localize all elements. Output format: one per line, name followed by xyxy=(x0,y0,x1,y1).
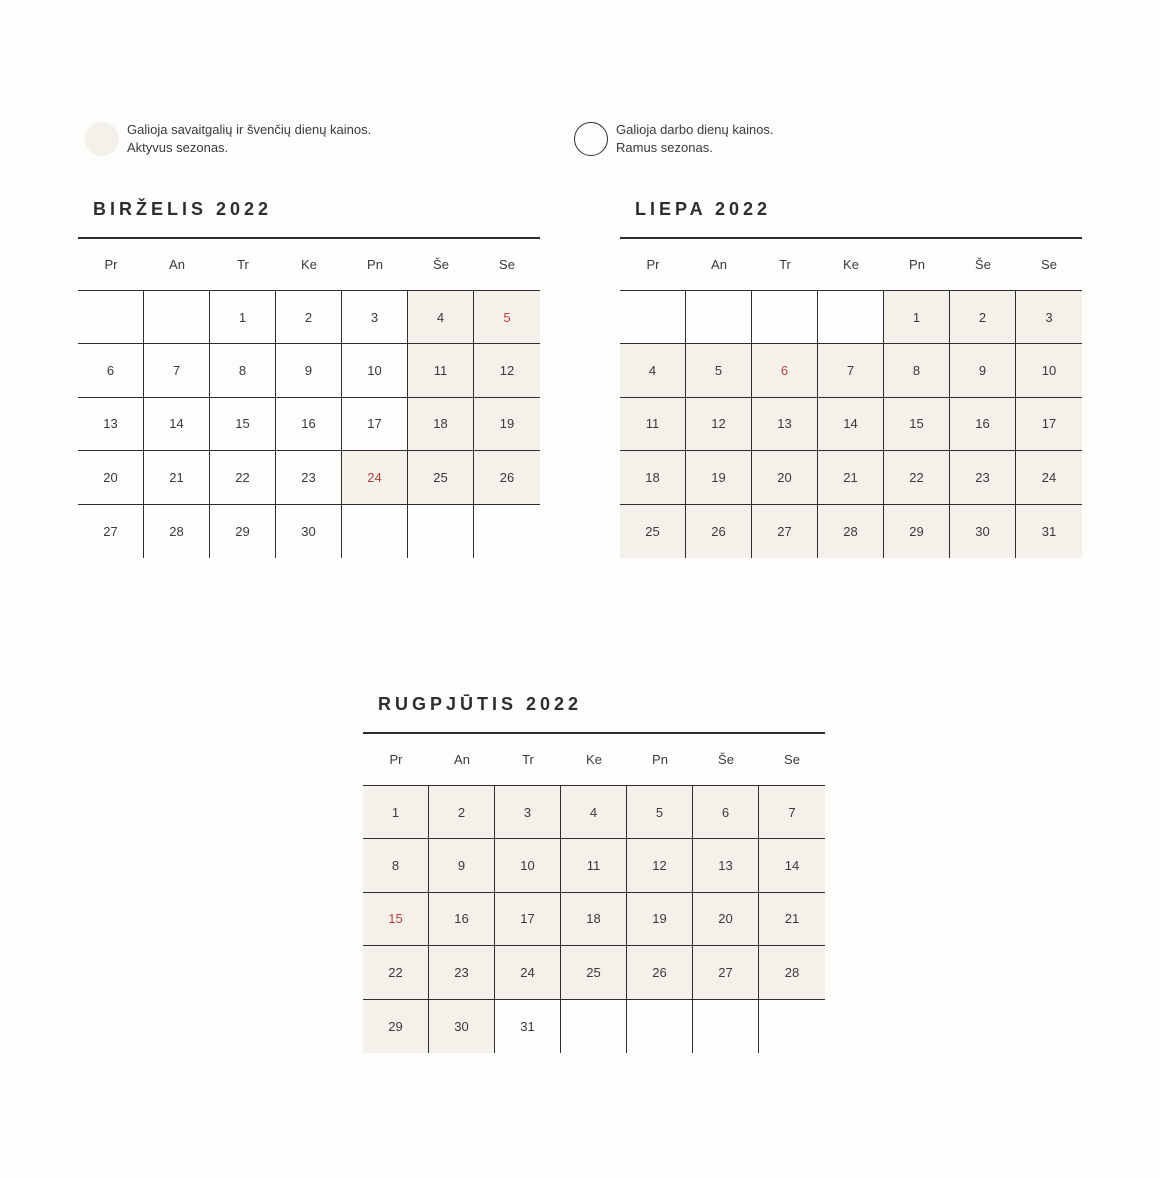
day-cell[interactable]: 12 xyxy=(627,839,693,892)
empty-cell xyxy=(752,291,818,344)
day-grid xyxy=(78,290,540,558)
day-cell[interactable]: 7 xyxy=(144,344,210,397)
day-cell[interactable]: 19 xyxy=(627,893,693,946)
day-cell[interactable]: 21 xyxy=(759,893,825,946)
empty-cell xyxy=(686,291,752,344)
weekday-label: An xyxy=(711,257,727,272)
day-cell[interactable]: 4 xyxy=(408,291,474,344)
day-cell[interactable]: 2 xyxy=(276,291,342,344)
shaded-circle-icon xyxy=(85,122,119,156)
day-cell[interactable]: 6 xyxy=(78,344,144,397)
day-cell[interactable]: 18 xyxy=(620,451,686,504)
day-cell[interactable]: 25 xyxy=(561,946,627,999)
weekday-label: Pr xyxy=(389,752,403,767)
day-cell[interactable]: 16 xyxy=(276,398,342,451)
day-cell[interactable]: 20 xyxy=(78,451,144,504)
weekday-label: An xyxy=(169,257,185,272)
day-cell[interactable]: 12 xyxy=(474,344,540,397)
weekday-label: Pr xyxy=(646,257,660,272)
day-cell[interactable]: 10 xyxy=(342,344,408,397)
weekday-label: Pn xyxy=(652,752,668,767)
calendar-title: BIRŽELIS 2022 xyxy=(93,199,273,219)
empty-cell xyxy=(627,1000,693,1053)
day-cell[interactable]: 23 xyxy=(950,451,1016,504)
empty-cell xyxy=(759,1000,825,1053)
day-cell[interactable]: 16 xyxy=(950,398,1016,451)
day-cell[interactable]: 5 xyxy=(474,291,540,344)
weekday-label: Še xyxy=(718,752,734,767)
day-cell[interactable]: 10 xyxy=(1016,344,1082,397)
weekday-label: Pn xyxy=(367,257,383,272)
day-cell[interactable]: 21 xyxy=(818,451,884,504)
day-cell[interactable]: 2 xyxy=(950,291,1016,344)
weekday-label: Ke xyxy=(586,752,602,767)
weekday-header xyxy=(363,734,825,785)
weekday-header xyxy=(620,239,1082,290)
day-grid xyxy=(620,290,1082,558)
day-cell[interactable]: 12 xyxy=(686,398,752,451)
day-cell[interactable]: 1 xyxy=(210,291,276,344)
weekday-label: Se xyxy=(1041,257,1057,272)
day-cell[interactable]: 25 xyxy=(408,451,474,504)
day-cell[interactable]: 22 xyxy=(884,451,950,504)
day-cell[interactable]: 28 xyxy=(818,505,884,558)
day-cell[interactable]: 26 xyxy=(627,946,693,999)
weekday-label: Ke xyxy=(843,257,859,272)
day-cell[interactable]: 16 xyxy=(429,893,495,946)
day-cell[interactable]: 27 xyxy=(752,505,818,558)
day-cell[interactable]: 4 xyxy=(620,344,686,397)
day-cell[interactable]: 24 xyxy=(495,946,561,999)
legend-text xyxy=(616,121,774,157)
day-cell[interactable]: 17 xyxy=(342,398,408,451)
empty-cell xyxy=(144,291,210,344)
empty-cell xyxy=(78,291,144,344)
weekday-label: Še xyxy=(975,257,991,272)
day-cell[interactable]: 4 xyxy=(561,786,627,839)
day-cell[interactable]: 31 xyxy=(495,1000,561,1053)
day-cell[interactable]: 23 xyxy=(429,946,495,999)
day-cell[interactable]: 11 xyxy=(408,344,474,397)
legend-line-2: Ramus sezonas. xyxy=(616,140,713,155)
day-cell[interactable]: 3 xyxy=(495,786,561,839)
day-cell[interactable]: 8 xyxy=(210,344,276,397)
day-cell[interactable]: 2 xyxy=(429,786,495,839)
day-cell[interactable]: 20 xyxy=(693,893,759,946)
empty-cell xyxy=(408,505,474,558)
empty-cell xyxy=(693,1000,759,1053)
day-cell[interactable]: 18 xyxy=(408,398,474,451)
day-cell[interactable]: 11 xyxy=(561,839,627,892)
day-cell[interactable]: 30 xyxy=(950,505,1016,558)
day-cell[interactable]: 19 xyxy=(474,398,540,451)
weekday-label: Se xyxy=(499,257,515,272)
day-cell[interactable]: 17 xyxy=(1016,398,1082,451)
weekday-label: Tr xyxy=(237,257,249,272)
weekday-label: Pr xyxy=(104,257,118,272)
day-cell[interactable]: 13 xyxy=(78,398,144,451)
legend-line-2: Aktyvus sezonas. xyxy=(127,140,229,155)
empty-cell xyxy=(474,505,540,558)
day-cell[interactable]: 1 xyxy=(884,291,950,344)
day-cell[interactable]: 7 xyxy=(818,344,884,397)
day-cell[interactable]: 29 xyxy=(884,505,950,558)
day-grid xyxy=(363,785,825,1053)
calendar-title: RUGPJŪTIS 2022 xyxy=(378,694,583,714)
legend-line-1: Galioja savaitgalių ir švenčių dienų kainos. xyxy=(127,122,372,137)
day-cell[interactable]: 8 xyxy=(884,344,950,397)
day-cell[interactable]: 22 xyxy=(363,946,429,999)
day-cell[interactable]: 14 xyxy=(144,398,210,451)
empty-cell xyxy=(818,291,884,344)
weekday-label: Tr xyxy=(779,257,791,272)
day-cell[interactable]: 24 xyxy=(1016,451,1082,504)
day-cell[interactable]: 14 xyxy=(818,398,884,451)
day-cell[interactable]: 18 xyxy=(561,893,627,946)
day-cell[interactable]: 29 xyxy=(363,1000,429,1053)
day-cell[interactable]: 6 xyxy=(752,344,818,397)
legend-line-1: Galioja darbo dienų kainos. xyxy=(616,122,774,137)
day-cell[interactable]: 15 xyxy=(210,398,276,451)
weekday-label: Pn xyxy=(909,257,925,272)
day-cell[interactable]: 8 xyxy=(363,839,429,892)
legend-active-season xyxy=(85,121,371,157)
day-cell[interactable]: 9 xyxy=(950,344,1016,397)
weekday-label: Še xyxy=(433,257,449,272)
empty-cell xyxy=(561,1000,627,1053)
day-cell[interactable]: 29 xyxy=(210,505,276,558)
day-cell[interactable]: 14 xyxy=(759,839,825,892)
day-cell[interactable]: 20 xyxy=(752,451,818,504)
day-cell[interactable]: 26 xyxy=(474,451,540,504)
day-cell[interactable]: 27 xyxy=(78,505,144,558)
day-cell[interactable]: 3 xyxy=(342,291,408,344)
day-cell[interactable]: 15 xyxy=(363,893,429,946)
empty-cell xyxy=(620,291,686,344)
day-cell[interactable]: 9 xyxy=(429,839,495,892)
day-cell[interactable]: 30 xyxy=(276,505,342,558)
day-cell[interactable]: 27 xyxy=(693,946,759,999)
day-cell[interactable]: 28 xyxy=(144,505,210,558)
weekday-label: Ke xyxy=(301,257,317,272)
day-cell[interactable]: 24 xyxy=(342,451,408,504)
day-cell[interactable]: 13 xyxy=(693,839,759,892)
day-cell[interactable]: 30 xyxy=(429,1000,495,1053)
day-cell[interactable]: 11 xyxy=(620,398,686,451)
empty-cell xyxy=(342,505,408,558)
day-cell[interactable]: 15 xyxy=(884,398,950,451)
weekday-label: Tr xyxy=(522,752,534,767)
weekday-label: An xyxy=(454,752,470,767)
weekday-header xyxy=(78,239,540,290)
day-cell[interactable]: 23 xyxy=(276,451,342,504)
calendar-title: LIEPA 2022 xyxy=(635,199,772,219)
day-cell[interactable]: 1 xyxy=(363,786,429,839)
day-cell[interactable]: 28 xyxy=(759,946,825,999)
day-cell[interactable]: 6 xyxy=(693,786,759,839)
weekday-label: Se xyxy=(784,752,800,767)
outline-circle-icon xyxy=(574,122,608,156)
day-cell[interactable]: 13 xyxy=(752,398,818,451)
day-cell[interactable]: 9 xyxy=(276,344,342,397)
day-cell[interactable]: 21 xyxy=(144,451,210,504)
day-cell[interactable]: 17 xyxy=(495,893,561,946)
day-cell[interactable]: 22 xyxy=(210,451,276,504)
legend-text xyxy=(127,121,371,157)
day-cell[interactable]: 31 xyxy=(1016,505,1082,558)
day-cell[interactable]: 5 xyxy=(686,344,752,397)
day-cell[interactable]: 5 xyxy=(627,786,693,839)
day-cell[interactable]: 19 xyxy=(686,451,752,504)
day-cell[interactable]: 10 xyxy=(495,839,561,892)
day-cell[interactable]: 26 xyxy=(686,505,752,558)
day-cell[interactable]: 7 xyxy=(759,786,825,839)
day-cell[interactable]: 3 xyxy=(1016,291,1082,344)
legend-calm-season xyxy=(574,121,774,157)
day-cell[interactable]: 25 xyxy=(620,505,686,558)
